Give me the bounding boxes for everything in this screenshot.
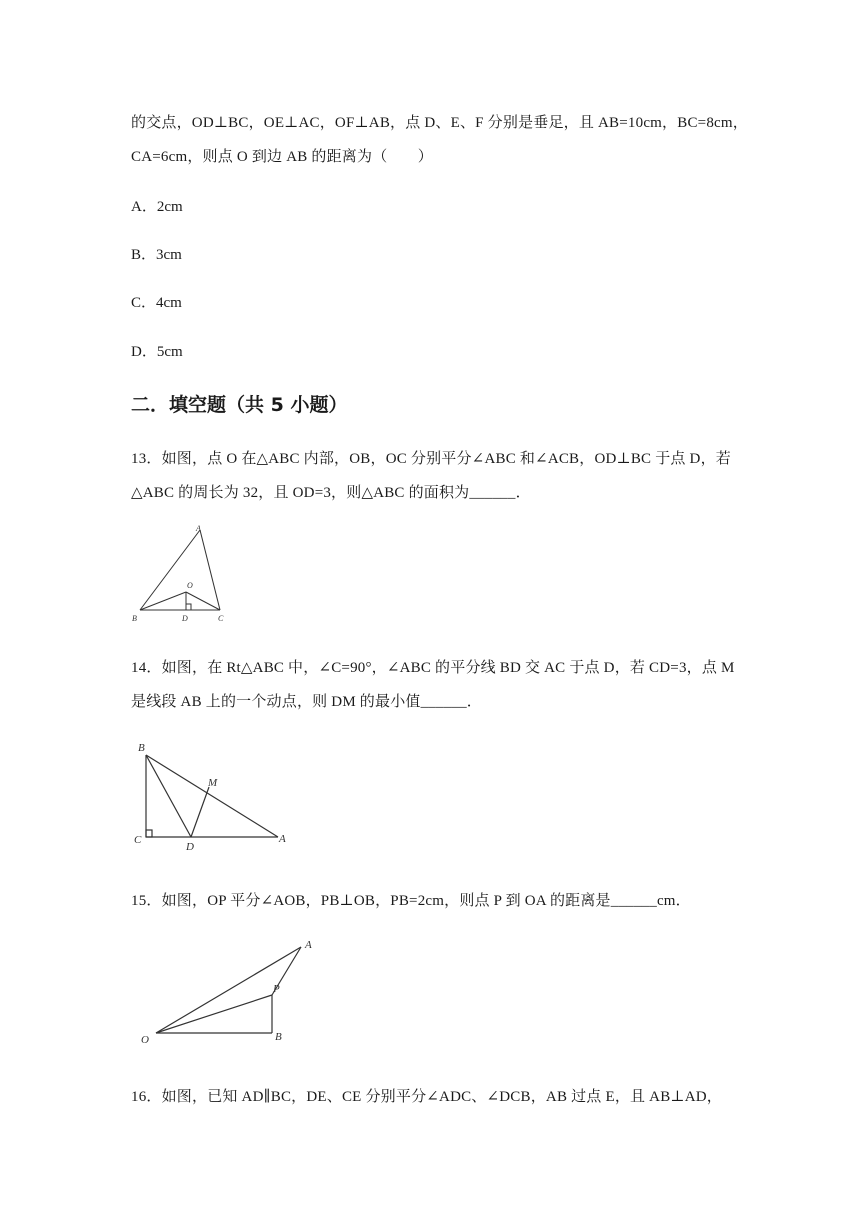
- q15-figure: [128, 930, 328, 1055]
- q15-text-line1: 15．如图，OP 平分∠AOB，PB⊥OB，PB=2cm，则点 P 到 OA 的距离是______cm．: [131, 893, 691, 909]
- q14-label-d: D: [186, 841, 194, 853]
- q15-angle-diagram: [128, 930, 328, 1050]
- q13-label-d: D: [182, 614, 188, 623]
- q13-triangle-diagram: [128, 522, 238, 626]
- q14-triangle-diagram: [128, 737, 298, 855]
- q14-text-line1: 14．如图，在 Rt△ABC 中，∠C=90°，∠ABC 的平分线 BD 交 AC 于点 D，若 CD=3，点 M: [131, 660, 735, 676]
- q16-text-line1: 16．如图，已知 AD∥BC，DE、CE 分别平分∠ADC、∠DCB，AB 过点 E，且 AB⊥AD，: [131, 1089, 722, 1105]
- q15-label-b: B: [275, 1031, 282, 1043]
- q15-bisector-op: [156, 995, 272, 1033]
- q15-label-a: A: [305, 939, 312, 951]
- q13-label-c: C: [218, 614, 224, 623]
- q13-label-b: B: [132, 614, 137, 623]
- q12-text-line1: 的交点，OD⊥BC，OE⊥AC，OF⊥AB，点 D、E、F 分别是垂足，且 AB=10cm，BC=8cm，: [131, 115, 748, 131]
- q14-bisector-bd: [146, 755, 191, 837]
- q13-right-angle-mark: [186, 604, 191, 610]
- q14-segment-dm: [191, 787, 209, 837]
- q13-side-ac: [200, 530, 220, 610]
- q14-label-c: C: [134, 834, 142, 846]
- q13-text-line1: 13．如图，点 O 在△ABC 内部，OB，OC 分别平分∠ABC 和∠ACB，OD⊥BC 于点 D，若: [131, 451, 731, 467]
- q13-text-line2: △ABC 的周长为 32，且 OD=3，则△ABC 的面积为______．: [131, 485, 531, 501]
- section-heading: 二．填空题（共 5 小题）: [131, 394, 348, 416]
- q14-label-b: B: [138, 742, 145, 754]
- q14-label-a: A: [279, 833, 286, 845]
- q13-figure: [128, 522, 238, 631]
- q14-label-m: M: [208, 777, 218, 789]
- q14-text-line2: 是线段 AB 上的一个动点，则 DM 的最小值______．: [131, 694, 483, 710]
- q14-side-ab: [146, 755, 278, 837]
- q15-label-o: O: [141, 1034, 149, 1046]
- q12-text-line2: CA=6cm，则点 O 到边 AB 的距离为（ ）: [131, 149, 433, 165]
- q12-option-d: D．5cm: [131, 344, 183, 360]
- q14-figure: [128, 737, 298, 860]
- q15-label-p: P: [273, 983, 280, 995]
- q12-option-a: A．2cm: [131, 199, 183, 215]
- q12-option-c: C．4cm: [131, 295, 182, 311]
- q13-label-a: A: [196, 524, 201, 533]
- q13-label-o: O: [187, 581, 193, 590]
- q14-right-angle-mark: [146, 830, 152, 837]
- q12-option-b: B．3cm: [131, 247, 182, 263]
